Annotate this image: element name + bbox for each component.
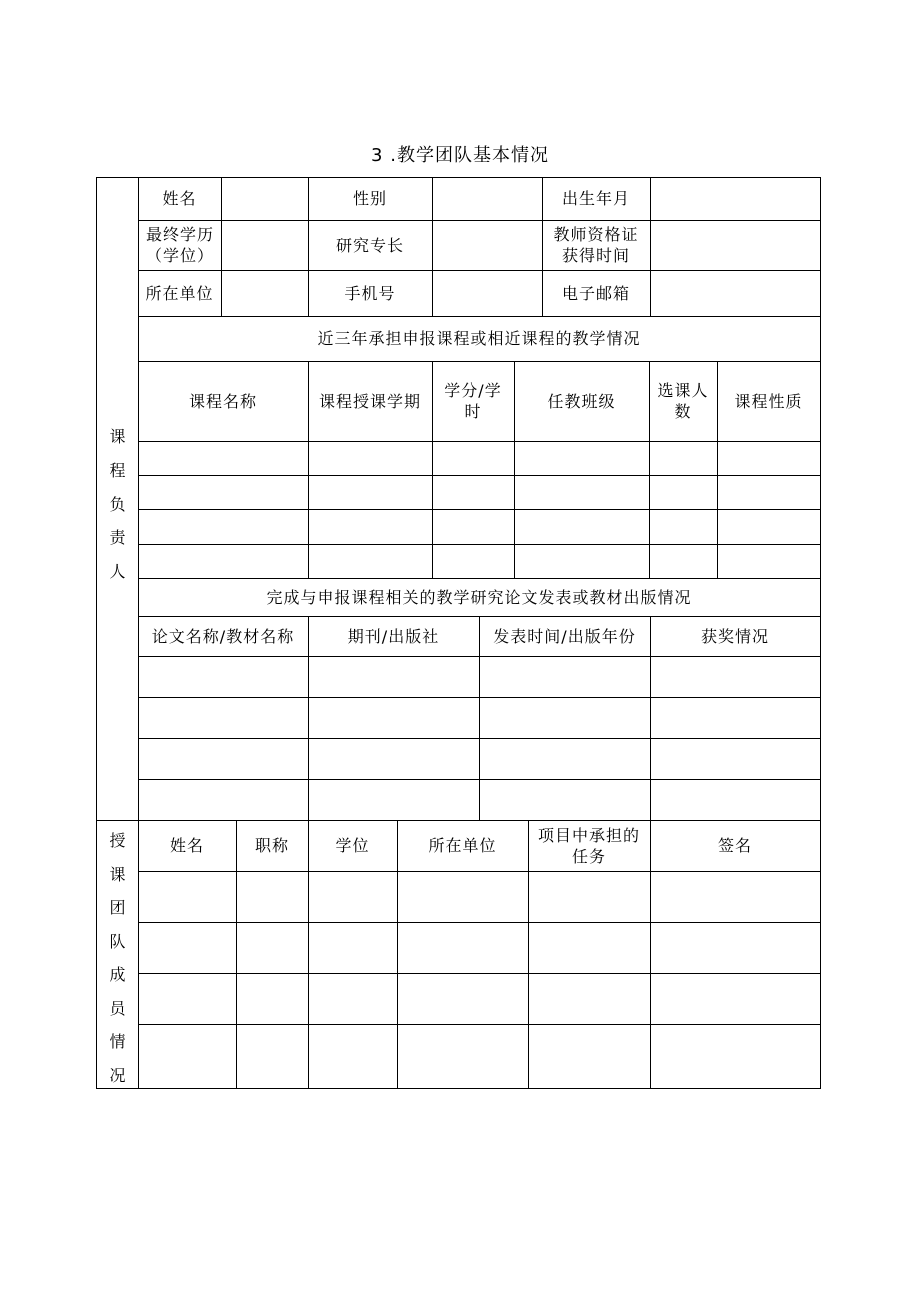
team-row[interactable]	[139, 974, 820, 1024]
teaching-header-class: 任教班级	[547, 391, 616, 411]
team-header-signature: 签名	[717, 836, 752, 855]
phone-label: 手机号	[344, 283, 396, 303]
teaching-row[interactable]	[139, 442, 820, 475]
research-row[interactable]	[139, 698, 820, 738]
team-side-char: 情	[109, 1032, 126, 1052]
gender-value-field[interactable]	[433, 178, 542, 220]
teaching-row[interactable]	[139, 545, 820, 578]
email-label: 电子邮箱	[561, 283, 630, 303]
teaching-header-course: 课程名称	[188, 391, 257, 411]
leader-side-char: 课	[109, 427, 126, 446]
research-header-awards: 获奖情况	[700, 626, 769, 646]
specialty-label: 研究专长	[335, 235, 404, 255]
unit-label: 所在单位	[145, 283, 214, 303]
education-value-field[interactable]	[222, 221, 308, 270]
research-row[interactable]	[139, 657, 820, 697]
team-side-char: 课	[109, 864, 126, 884]
page-title: 3 .教学团队基本情况	[371, 145, 549, 166]
phone-value-field[interactable]	[433, 271, 542, 316]
leader-side-char: 责	[109, 528, 126, 548]
cert-label: 教师资格证获得时间	[553, 225, 639, 265]
cert-value-field[interactable]	[651, 221, 820, 270]
team-side-char: 况	[109, 1065, 126, 1085]
team-row[interactable]	[139, 1025, 820, 1088]
birth-label: 出生年月	[561, 189, 630, 208]
teaching-header-enrollment: 选课人数	[657, 381, 709, 421]
teaching-header-credits: 学分/学时	[444, 381, 502, 421]
team-row[interactable]	[139, 923, 820, 973]
team-header-name: 姓名	[169, 836, 204, 855]
teaching-heading: 近三年承担申报课程或相近课程的教学情况	[317, 329, 641, 348]
leader-side-label	[97, 424, 138, 582]
research-header-title: 论文名称/教材名称	[151, 626, 295, 646]
research-heading: 完成与申报课程相关的教学研究论文发表或教材出版情况	[266, 587, 692, 607]
team-side-char: 授	[109, 831, 126, 850]
gender-label: 性别	[352, 189, 387, 208]
research-row[interactable]	[139, 780, 820, 820]
teaching-header-semester: 课程授课学期	[318, 391, 421, 411]
leader-side-char: 负	[109, 494, 126, 514]
research-row[interactable]	[139, 739, 820, 779]
team-header-task: 项目中承担的任务	[537, 825, 640, 866]
team-header-title: 职称	[254, 836, 289, 855]
team-side-char: 员	[109, 998, 126, 1018]
education-label: 最终学历（学位）	[145, 225, 214, 265]
research-header-journal: 期刊/出版社	[347, 626, 440, 646]
leader-side-char: 人	[109, 562, 126, 581]
team-side-char: 队	[109, 931, 126, 951]
birth-value-field[interactable]	[651, 178, 820, 220]
team-side-label	[97, 828, 138, 1086]
specialty-value-field[interactable]	[433, 221, 542, 270]
research-header-date: 发表时间/出版年份	[493, 626, 636, 646]
team-side-char: 成	[109, 965, 126, 985]
team-header-degree: 学位	[335, 836, 370, 855]
team-side-char: 团	[109, 898, 126, 918]
teaching-row[interactable]	[139, 510, 820, 544]
teaching-row[interactable]	[139, 476, 820, 509]
team-row[interactable]	[139, 872, 820, 922]
team-header-unit: 所在单位	[428, 836, 497, 855]
unit-value-field[interactable]	[222, 271, 308, 316]
teaching-header-nature: 课程性质	[734, 391, 803, 411]
leader-side-char: 程	[109, 460, 126, 480]
name-value-field[interactable]	[222, 178, 308, 220]
email-value-field[interactable]	[651, 271, 820, 316]
name-label: 姓名	[162, 189, 197, 208]
